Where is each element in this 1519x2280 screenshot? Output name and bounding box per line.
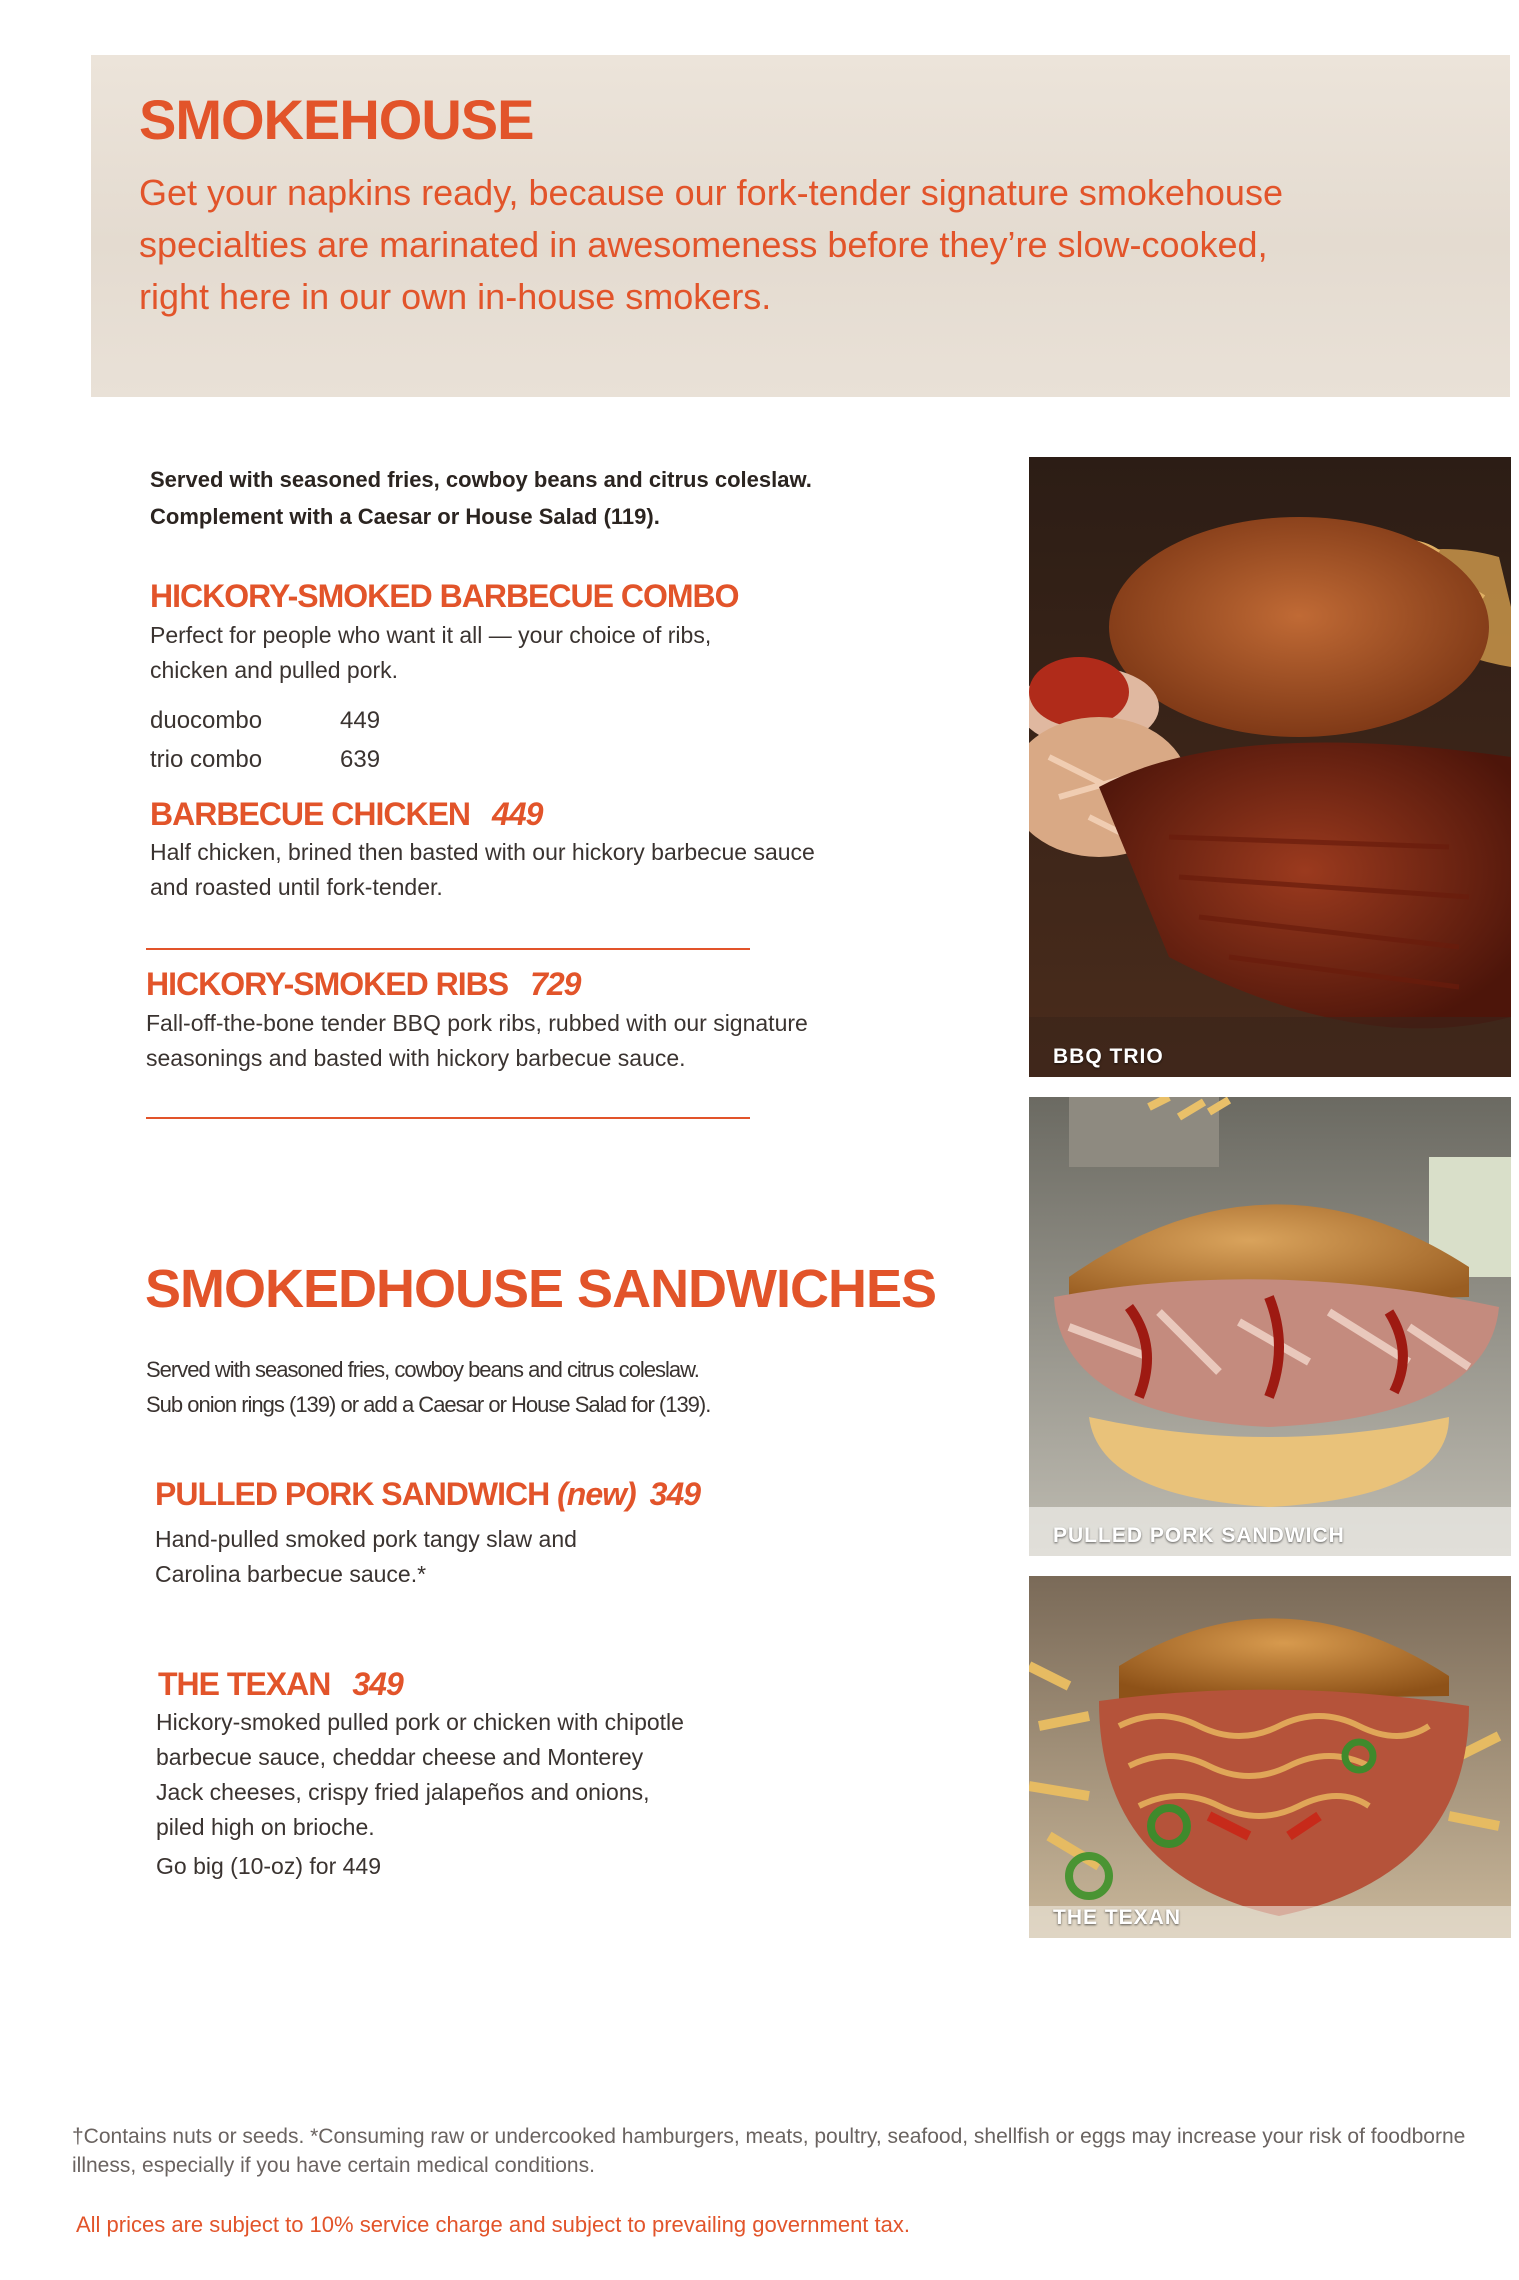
- photo-bbq-trio: [1029, 457, 1511, 1077]
- combo-desc: Perfect for people who want it all — your choice of ribs, chicken and pulled pork.: [150, 622, 712, 683]
- photo-caption: BBQ TRIO: [1053, 1045, 1164, 1068]
- pulled-pork-desc: Hand-pulled smoked pork tangy slaw and Carolina barbecue sauce.*: [155, 1526, 577, 1587]
- header-band: [91, 55, 1510, 397]
- texan-price: 349: [352, 1666, 403, 1702]
- page-title: SMOKEHOUSE: [139, 88, 534, 151]
- divider: [146, 1117, 750, 1119]
- photo-caption: PULLED PORK SANDWICH: [1053, 1524, 1345, 1547]
- the-texan-illustration: [1029, 1576, 1511, 1938]
- chicken-price: 449: [492, 796, 543, 832]
- photo-caption: THE TEXAN: [1053, 1906, 1182, 1929]
- pulled-pork-name: PULLED PORK SANDWICH: [155, 1476, 550, 1512]
- divider: [146, 948, 750, 950]
- ribs-title: [146, 966, 580, 1003]
- texan-extra: Go big (10-oz) for 449: [156, 1853, 382, 1879]
- combo-variant-duo: [150, 702, 380, 740]
- combo-variant-trio: [150, 741, 380, 779]
- ribs-name: HICKORY-SMOKED RIBS: [146, 966, 509, 1002]
- chicken-name: BARBECUE CHICKEN: [150, 796, 471, 832]
- footer-tax-note: All prices are subject to 10% service charge and subject to prevailing government tax.: [76, 2212, 910, 2237]
- variant-price: 639: [340, 746, 381, 773]
- photo-the-texan: [1029, 1576, 1511, 1938]
- ribs-price: 729: [530, 966, 581, 1002]
- header-intro: Get your napkins ready, because our fork-tender signature smokehouse specialties are marinated in awesomeness before they’re slow-cooked, right here in our own in-house smokers.: [139, 172, 1283, 317]
- new-tag: (new): [557, 1476, 636, 1512]
- texan-title: [158, 1666, 403, 1703]
- bbq-trio-illustration: [1029, 457, 1511, 1077]
- pulled-pork-title: [155, 1476, 700, 1513]
- pulled-pork-sandwich-illustration: [1029, 1097, 1511, 1556]
- pulled-pork-price: 349: [649, 1476, 701, 1512]
- variant-name: duocombo: [150, 707, 263, 734]
- photo-pulled-pork-sandwich: [1029, 1097, 1511, 1556]
- section2-note-line2: Sub onion rings (139) or add a Caesar or House Salad for (139).: [146, 1392, 711, 1417]
- texan-name: THE TEXAN: [158, 1666, 331, 1702]
- section1-note-line1: Served with seasoned fries, cowboy beans and citrus coleslaw.: [150, 467, 812, 492]
- ribs-desc: Fall-off-the-bone tender BBQ pork ribs, rubbed with our signature seasonings and basted with hickory barbecue sauce.: [146, 1010, 808, 1071]
- variant-name: trio combo: [150, 746, 263, 773]
- footer-disclaimer: †Contains nuts or seeds. *Consuming raw or undercooked hamburgers, meats, poultry, seafood, shellfish or eggs may increase your risk of foodborne illness, especially if you have certain medical conditions.: [72, 2125, 1466, 2177]
- section1-note-line2: Complement with a Caesar or House Salad (119).: [150, 504, 660, 529]
- section2-note-line1: Served with seasoned fries, cowboy beans and citrus coleslaw.: [146, 1357, 699, 1382]
- texan-desc: Hickory-smoked pulled pork or chicken with chipotle barbecue sauce, cheddar cheese and Monterey Jack cheeses, crispy fried jalapeños and onions, piled high on brioche.: [156, 1709, 684, 1840]
- section2-title: SMOKEDHOUSE SANDWICHES: [145, 1259, 937, 1319]
- chicken-desc: Half chicken, brined then basted with our hickory barbecue sauce and roasted until fork-tender.: [150, 839, 815, 900]
- chicken-title: [150, 796, 542, 833]
- variant-price: 449: [340, 707, 381, 734]
- combo-title: HICKORY-SMOKED BARBECUE COMBO: [150, 578, 739, 614]
